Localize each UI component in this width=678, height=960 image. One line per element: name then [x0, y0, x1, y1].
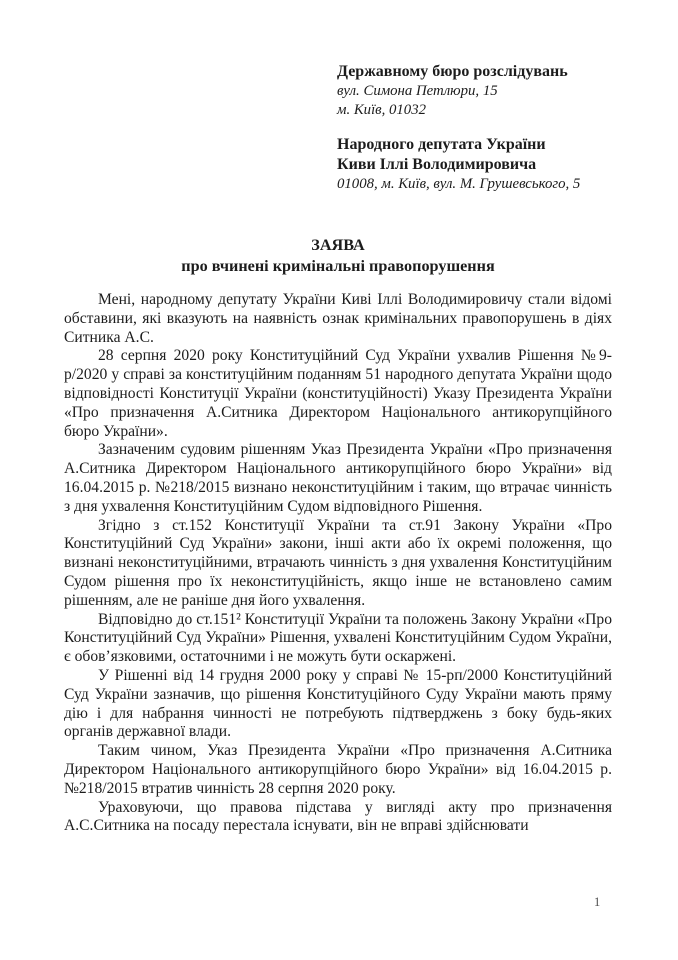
- sender-title: Народного депутата України: [337, 136, 546, 153]
- body-paragraph-6: У Рішенні від 14 грудня 2000 року у справі № 15-рп/2000 Конституційний Суд України зазначив, що рішення Конституційного Суду України мають пряму дію і для набрання чинності не потребують підтверджень з боку будь-яких органів державної влади.: [64, 666, 612, 741]
- document-body: [64, 291, 612, 836]
- document-title: [64, 235, 612, 276]
- sender-name: Киви Іллі Володимировича: [337, 156, 537, 173]
- body-paragraph-2: 28 серпня 2020 року Конституційний Суд України ухвалив Рішення №9-р/2020 у справі за конституційним поданням 51 народного депутата України щодо відповідності Конституції України (конституційності) Указу Президента України «Про призначення А.Ситника Директором Національного антикорупційного бюро України».: [64, 347, 612, 440]
- body-paragraph-5: Відповідно до ст.151² Конституції України та положень Закону України «Про Конституційний Суд України» Рішення, ухвалені Конституційним Судом України, є обов’язковими, остаточними і не можуть бути оскаржені.: [64, 610, 612, 666]
- document-title-line2: про вчинені кримінальні правопорушення: [181, 256, 495, 275]
- body-paragraph-4: Згідно з ст.152 Конституції України та ст.91 Закону України «Про Конституційний Суд України» закони, інші акти або їх окремі положення, що визнані неконституційними, втрачають чинність з дня ухвалення Конституційним Судом рішення про їх неконституційність, якщо інше не встановлено самим рішенням, але не раніше дня його ухвалення.: [64, 516, 612, 609]
- recipient-name: Державному бюро розслідувань: [337, 63, 568, 80]
- addressee-block-gap: [337, 120, 657, 135]
- recipient-address-city: м. Київ, 01032: [337, 102, 426, 118]
- body-paragraph-1: Мені, народному депутату України Киві Іллі Володимировичу стали відомі обставини, які вказують на наявність ознак кримінальних правопорушень в діях Ситника А.С.: [64, 291, 612, 346]
- body-paragraph-3: Зазначеним судовим рішенням Указ Президента України «Про призначення А.Ситника Директором Національного антикорупційного бюро України» від 16.04.2015 р. №218/2015 визнано неконституційним і таким, що втрачає чинність з дня ухвалення Конституційним Судом відповідного Рішення.: [64, 441, 612, 515]
- recipient-address-street: вул. Симона Петлюри, 15: [337, 83, 498, 99]
- body-paragraph-7: Таким чином, Указ Президента України «Про призначення А.Ситника Директором Національного антикорупційного бюро України» від 16.04.2015 р. №218/2015 втратив чинність 28 серпня 2020 року.: [64, 742, 612, 797]
- body-paragraph-8: Ураховуючи, що правова підстава у вигляді акту про призначення А.С.Ситника на посаду перестала існувати, він не вправі здійснювати: [64, 798, 612, 835]
- document-title-line1: ЗАЯВА: [311, 236, 365, 254]
- page-number: 1: [594, 895, 601, 909]
- sender-address: 01008, м. Київ, вул. М. Грушевського, 5: [337, 176, 581, 192]
- addressee-block: [337, 62, 657, 194]
